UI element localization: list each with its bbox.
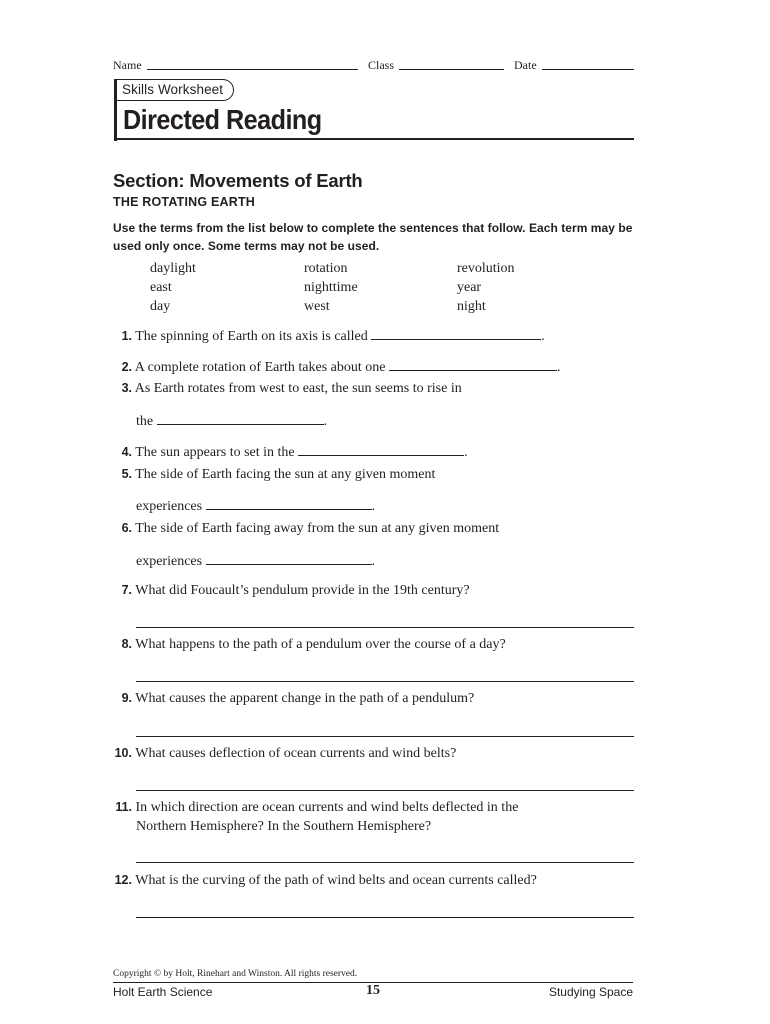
- question-end: .: [557, 360, 561, 375]
- question-text: Northern Hemisphere? In the Southern Hemisphere?: [136, 819, 432, 834]
- answer-line[interactable]: [136, 736, 634, 737]
- instructions: Use the terms from the list below to complete the sentences that follow. Each term may be used only once. Some terms may not be used.: [113, 221, 633, 253]
- question-6-continuation: [136, 552, 375, 570]
- question-number: 7.: [121, 583, 132, 597]
- section-heading: Section: Movements of Earth: [113, 170, 363, 191]
- question-5: [113, 467, 435, 483]
- question-11-line-2: [136, 819, 431, 835]
- question-end: .: [323, 414, 328, 429]
- question-9: [113, 691, 474, 707]
- title-rule: [114, 138, 634, 140]
- question-text: What causes deflection of ocean currents and wind belts?: [135, 746, 457, 761]
- question-text: experiences: [136, 554, 203, 569]
- question-text: As Earth rotates from west to east, the sun seems to rise in: [134, 381, 462, 396]
- question-text: experiences: [136, 499, 203, 514]
- answer-line[interactable]: [136, 681, 634, 682]
- question-text: The side of Earth facing away from the sun at any given moment: [135, 521, 500, 536]
- question-6: [113, 521, 499, 537]
- subsection-heading: THE ROTATING EARTH: [113, 195, 256, 209]
- answer-line[interactable]: [136, 790, 634, 791]
- question-10: [113, 746, 456, 762]
- question-text: the: [136, 414, 154, 429]
- question-number: 3.: [121, 381, 132, 395]
- question-number: 12.: [114, 873, 132, 887]
- question-end: .: [464, 445, 468, 460]
- question-text: What happens to the path of a pendulum over the course of a day?: [135, 637, 506, 652]
- question-8: [113, 637, 506, 653]
- term-item: nighttime: [304, 280, 358, 295]
- worksheet-badge: Skills Worksheet: [114, 79, 234, 101]
- term-item: east: [150, 280, 172, 295]
- question-2: [113, 358, 561, 376]
- question-3: [113, 381, 462, 397]
- answer-blank[interactable]: [389, 358, 557, 371]
- answer-blank[interactable]: [371, 327, 541, 340]
- date-label: Date: [514, 58, 537, 72]
- question-text: What causes the apparent change in the path of a pendulum?: [135, 691, 475, 706]
- question-text: A complete rotation of Earth takes about one: [134, 360, 386, 375]
- question-text: What did Foucault’s pendulum provide in the 19th century?: [135, 583, 470, 598]
- class-field[interactable]: [399, 69, 504, 70]
- question-number: 10.: [114, 746, 132, 760]
- answer-blank[interactable]: [206, 552, 372, 565]
- question-12: [113, 873, 537, 889]
- date-field[interactable]: [542, 69, 634, 70]
- question-end: .: [371, 554, 376, 569]
- question-number: 6.: [121, 521, 132, 535]
- answer-line[interactable]: [136, 627, 634, 628]
- term-item: day: [150, 299, 171, 314]
- question-number: 5.: [121, 467, 132, 481]
- answer-line[interactable]: [136, 862, 634, 863]
- question-5-continuation: [136, 497, 375, 515]
- name-field[interactable]: [147, 69, 358, 70]
- term-item: night: [457, 299, 486, 314]
- answer-line[interactable]: [136, 917, 634, 918]
- question-3-continuation: [136, 412, 327, 430]
- term-item: revolution: [457, 261, 515, 276]
- copyright-notice: Copyright © by Holt, Rinehart and Winston. All rights reserved.: [113, 969, 358, 979]
- question-number: 8.: [121, 637, 132, 651]
- question-number: 2.: [121, 360, 132, 374]
- term-item: daylight: [150, 261, 196, 276]
- question-4: [113, 443, 468, 461]
- question-number: 4.: [121, 445, 132, 459]
- title-bar: [114, 79, 117, 141]
- question-end: .: [541, 329, 545, 344]
- question-text: In which direction are ocean currents and wind belts deflected in the: [135, 800, 519, 815]
- question-7: [113, 583, 470, 599]
- question-number: 9.: [121, 691, 132, 705]
- question-number: 11.: [115, 800, 132, 814]
- answer-blank[interactable]: [157, 412, 324, 425]
- term-item: rotation: [304, 261, 348, 276]
- question-text: The sun appears to set in the: [135, 445, 295, 460]
- question-1: [113, 327, 545, 345]
- answer-blank[interactable]: [206, 497, 372, 510]
- chapter-title: Studying Space: [548, 985, 633, 999]
- term-item: west: [304, 299, 330, 314]
- page-title: Directed Reading: [123, 104, 322, 135]
- question-11: [113, 800, 518, 816]
- class-label: Class: [368, 58, 395, 72]
- book-title: Holt Earth Science: [113, 985, 213, 999]
- page-number: 15: [366, 983, 380, 998]
- term-item: year: [457, 280, 482, 295]
- question-text: The spinning of Earth on its axis is called: [135, 329, 368, 344]
- answer-blank[interactable]: [298, 443, 464, 456]
- question-text: What is the curving of the path of wind belts and ocean currents called?: [135, 873, 537, 888]
- name-label: Name: [113, 58, 142, 72]
- question-number: 1.: [121, 329, 132, 343]
- question-end: .: [371, 499, 376, 514]
- question-text: The side of Earth facing the sun at any given moment: [135, 467, 436, 482]
